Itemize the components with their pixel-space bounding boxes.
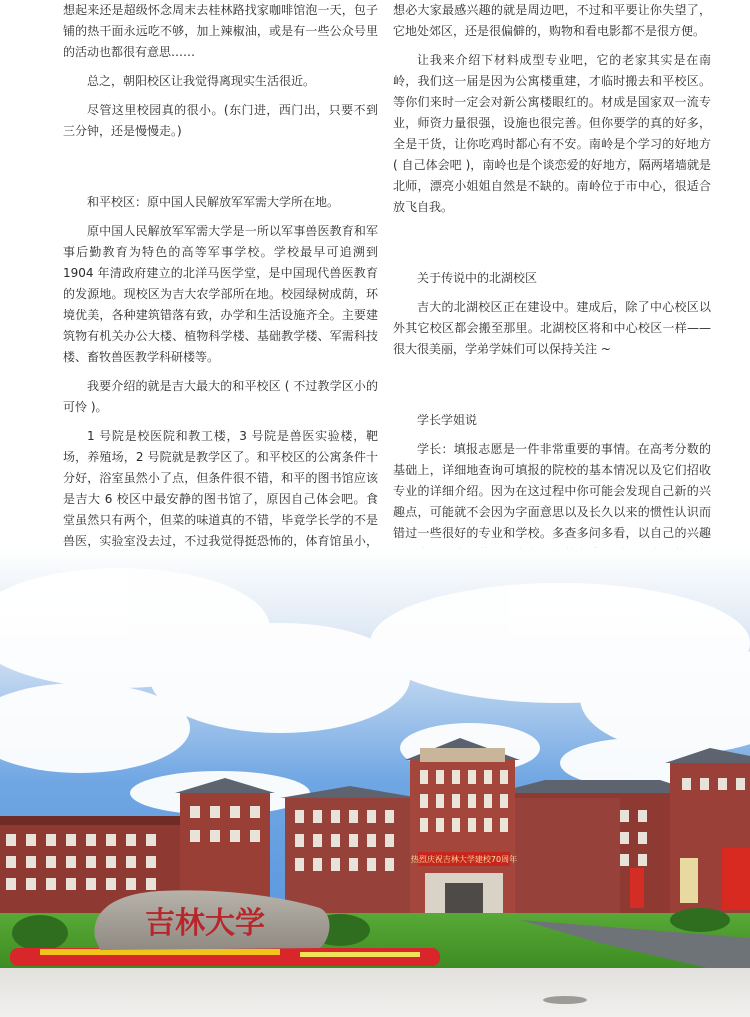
- flower-bed: [10, 948, 440, 966]
- plaza: [0, 968, 750, 1017]
- right-column: [393, 0, 711, 607]
- paragraph: 学长：填报志愿是一件非常重要的事情。在高考分数的基础上，详细地查询可填报的院校的基本情况以及它们招收专业的详细介绍。因为在这过程中你可能会发现自己新的兴趣点，可能就不会因为字面意思以及长久以来的惯性认识而错过一些很好的专业和学校。多查多问多看，以自己的兴趣: [393, 442, 711, 540]
- manhole-cover: [543, 996, 587, 1004]
- section-heading-beihu: 关于传说中的北湖校区: [417, 271, 538, 285]
- banner-text: 热烈庆祝吉林大学建校70周年: [410, 855, 518, 864]
- paragraph: 1 号院是校医院和教工楼，3 号院是兽医实验楼，靶场，养殖场，2 号院就是教学区了。和平校区的公寓条件十分好，浴室虽然小了点，但条件很不错，和平的图书馆应该是吉大 6 校区中最安静的图书馆了，原因自己体会吧。食堂虽然只有两个，但菜的味道真的不错，毕竟学长学的不是兽医，实验室没去过，不过我觉得挺恐怖的，体育馆虽小，: [63, 429, 378, 548]
- paragraph: 让我来介绍下材料成型专业吧，它的老家其实是在南岭，我们这一届是因为公寓楼重建，才临时搬去和平校区。等你们来时一定会对新公寓楼眼红的。材成是国家双一流专业，师资力量很强，设施也很完善。但你要学的真的好多，全是干货，让你吃鸡时都心有不安。南岭是个学习的好地方 ( 自己体会吧 )，南岭也是个谈恋爱的好地方，隔两堵墙就是北师，漂亮小姐姐自然是不缺的。南岭位于市中心，很适合放飞自我。: [393, 53, 711, 214]
- paragraph: 吉大的北湖校区正在建设中。建成后，除了中心校区以外其它校区都会搬至那里。北湖校区将和中心校区一样——很大很美丽，学弟学妹们可以保持关注 ~: [393, 300, 711, 356]
- left-column: [63, 0, 378, 623]
- paragraph: 想起来还是超级怀念周末去桂林路找家咖啡馆泡一天，包子铺的热干面永远吃不够，加上辣椒油，或是有一些公众号里的活动也都很有意思……: [63, 3, 378, 59]
- paragraph: 尽管这里校园真的很小。(东门进，西门出，只要不到三分钟，还是慢慢走。): [63, 103, 378, 138]
- paragraph: 想必大家最感兴趣的就是周边吧，不过和平要让你失望了，它地处郊区，还是很偏僻的，购物和看电影都不是很方便。: [393, 3, 711, 38]
- paragraph: 原中国人民解放军军需大学是一所以军事兽医教育和军事后勤教育为特色的高等军事学校。学校最早可追溯到 1904 年清政府建立的北洋马医学堂，是中国现代兽医教育的发源地。现校区为吉大农学部所在地。校园绿树成荫，环境优美，各种建筑错落有致，办学和生活设施齐全。主要建筑物有机关办公大楼、植物科学楼、基础教学楼、军需科技楼、畜牧兽医教学科研楼等。: [63, 224, 378, 364]
- section-heading-advice: 学长学姐说: [417, 413, 478, 427]
- campus-photo: [0, 548, 750, 1017]
- stone-inscription: 吉林大学: [145, 906, 265, 941]
- paragraph: 总之，朝阳校区让我觉得离现实生活很近。: [87, 74, 316, 88]
- main-building-tower: [405, 738, 520, 918]
- section-heading-heping: 和平校区：原中国人民解放军军需大学所在地。: [87, 195, 340, 209]
- paragraph: 我要介绍的就是吉大最大的和平校区 ( 不过教学区小的可怜 )。: [63, 379, 378, 414]
